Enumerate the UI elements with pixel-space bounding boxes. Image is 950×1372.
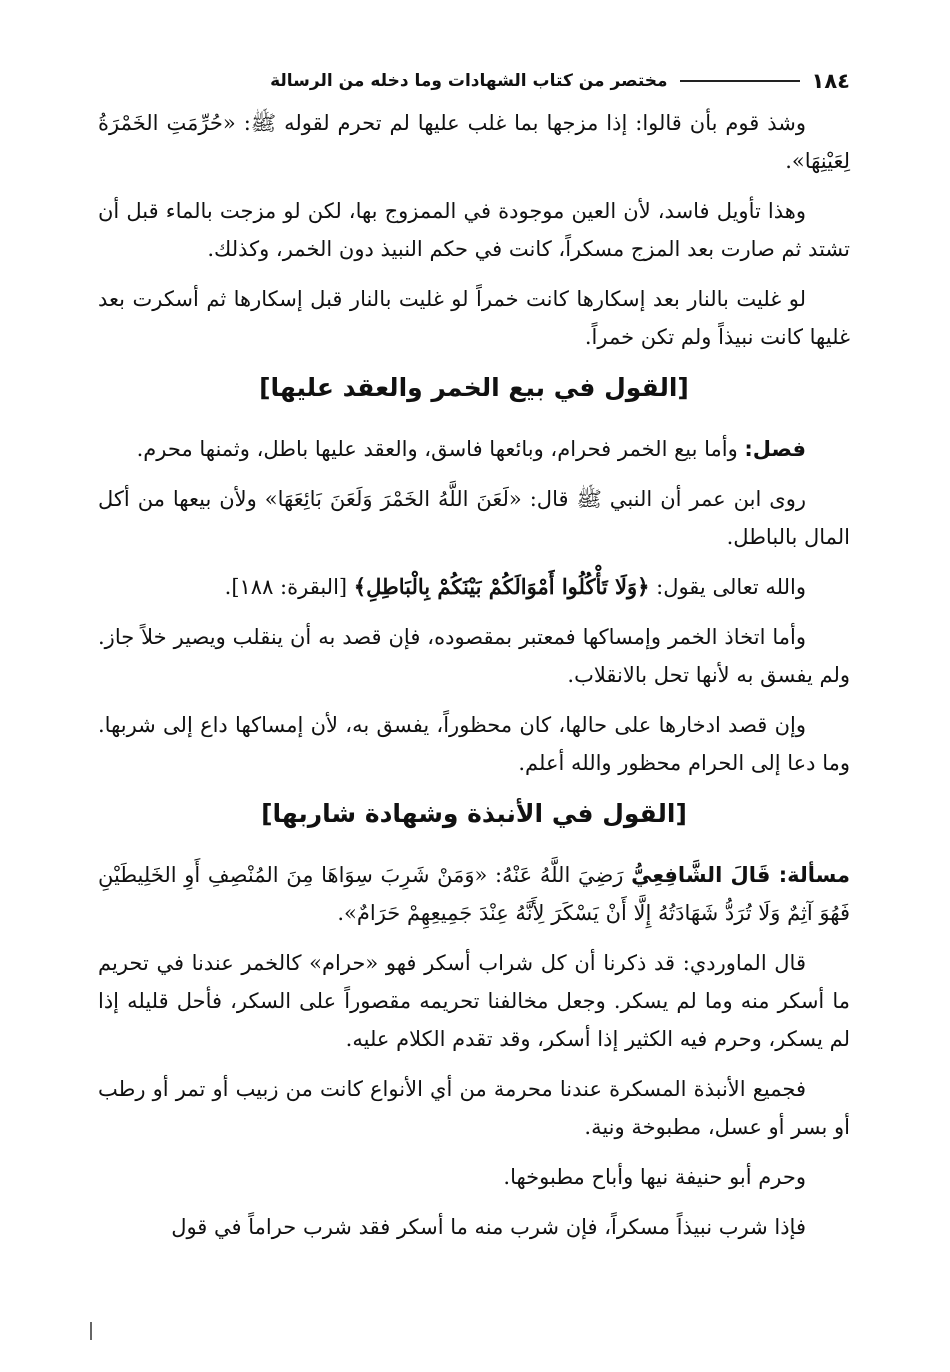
paragraph: وحرم أبو حنيفة نيها وأباح مطبوخها. [503,1165,806,1189]
paragraph: وشذ قوم بأن قالوا: إذا مزجها بما غلب عليها لم تحرم لقوله ﷺ: «حُرِّمَتِ الخَمْرَةُ لِعَيْنِهَا». [98,111,850,173]
paragraph-text: والله تعالى يقول: [649,575,806,599]
paragraph [98,430,850,468]
paragraph-lead: مسألة: قَالَ الشَّافِعِيُّ [631,863,850,887]
paragraph-text: وأما بيع الخمر فحرام، وبائعها فاسق، والعقد عليها باطل، وثمنها محرم. [136,437,745,461]
paragraph: وأما اتخاذ الخمر وإمساكها فمعتبر بمقصوده، فإن قصد به أن ينقلب ويصير خلاً جاز. ولم يفسق به لأنها تحل بالانقلاب. [98,625,850,687]
paragraph [98,568,850,606]
paragraph: روى ابن عمر أن النبي ﷺ قال: «لَعَنَ اللَّهُ الخَمْرَ وَلَعَنَ بَائِعَهَا» ولأن بيعها من أكل المال بالباطل. [98,487,850,549]
paragraph: قال الماوردي: قد ذكرنا أن كل شراب أسكر فهو «حرام» كالخمر عندنا في تحريم ما أسكر منه وما لم يسكر. وجعل مخالفنا تحريمه مقصوراً على السكر، فأحل قليله إذا لم يسكر، وحرم فيه الكثير إذا أسكر، وقد تقدم الكلام عليه. [98,951,850,1051]
header-rule [680,80,800,82]
margin-mark [90,1322,92,1340]
section-heading: [القول في بيع الخمر والعقد عليها] [259,373,689,402]
quran-quote: ﴿وَلَا تَأْكُلُوا أَمْوَالَكُمْ بَيْنَكُمْ بِالْبَاطِلِ﴾ [353,574,650,599]
paragraph-lead: فصل: [744,437,806,461]
page-number: ١٨٤ [811,69,850,93]
body-text [98,104,850,1258]
running-title: مختصر من كتاب الشهادات وما دخله من الرسالة [270,71,668,91]
running-header [98,66,850,96]
paragraph: وهذا تأويل فاسد، لأن العين موجودة في الممزوج بها، لكن لو مزجت بالماء قبل أن تشتد ثم صارت بعد المزج مسكراً، كانت في حكم النبيذ دون الخمر، وكذلك. [98,199,850,261]
section-heading: [القول في الأنبذة وشهادة شاربها] [261,799,687,828]
paragraph: فجميع الأنبذة المسكرة عندنا محرمة من أي الأنواع كانت من زبيب أو تمر أو رطب أو بسر أو عسل، مطبوخة ونية. [98,1077,850,1139]
paragraph-text: رَضِيَ اللَّهُ عَنْهُ: «وَمَنْ شَرِبَ سِوَاهَا مِنَ المُنْصِفِ أَوِ الخَلِيطَيْنِ فَهُوَ آثِمٌ وَلَا تُرَدُّ شَهَادَتُهُ إِلَّا أَنْ يَسْكَرَ لِأَنَّهُ عِنْدَ جَمِيعِهِمْ حَرَامٌ». [98,863,850,925]
paragraph: لو غليت بالنار بعد إسكارها كانت خمراً لو غليت بالنار قبل إسكارها ثم أسكرت بعد غليها كانت نبيذاً ولم تكن خمراً. [98,287,850,349]
paragraph [98,856,850,932]
paragraph: فإذا شرب نبيذاً مسكراً، فإن شرب منه ما أسكر فقد شرب حراماً في قول [171,1215,806,1239]
quran-reference: [البقرة: ١٨٨]. [224,575,354,599]
paragraph: وإن قصد ادخارها على حالها، كان محظوراً، يفسق به، لأن إمساكها داع إلى شربها. وما دعا إلى الحرام محظور والله أعلم. [98,713,850,775]
